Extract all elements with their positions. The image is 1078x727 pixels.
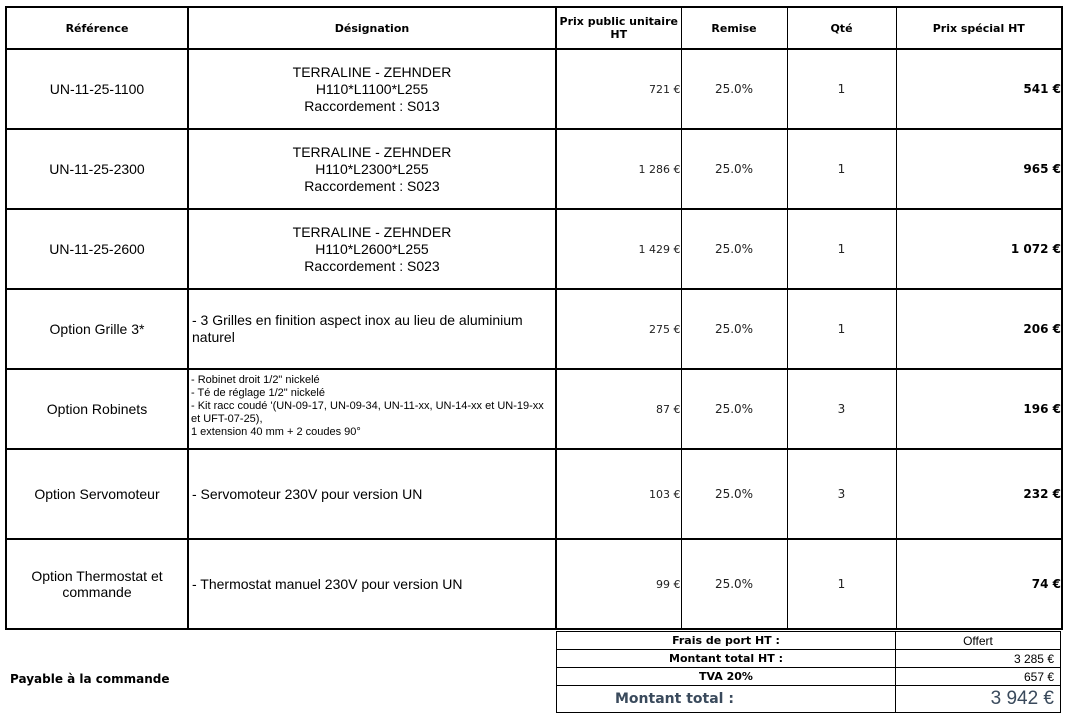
cell-reference: Option Servomoteur: [6, 449, 188, 539]
cell-qte: 1: [787, 129, 896, 209]
cell-remise: 25.0%: [681, 289, 787, 369]
cell-prix-special: 1 072 €: [896, 209, 1062, 289]
header-row: [6, 7, 1062, 49]
cell-prix-public: 1 286 €: [556, 129, 681, 209]
cell-remise: 25.0%: [681, 449, 787, 539]
total-ht-label: Montant total HT :: [557, 650, 896, 668]
designation-line: Raccordement : S013: [304, 97, 440, 114]
designation-line: - Té de réglage 1/2" nickelé: [191, 387, 325, 399]
cell-prix-public: 99 €: [556, 539, 681, 629]
cell-qte: 1: [787, 49, 896, 129]
header-remise: Remise: [681, 7, 787, 49]
designation-line: TERRALINE - ZEHNDER: [292, 143, 452, 160]
tva-label: TVA 20%: [557, 668, 896, 686]
cell-remise: 25.0%: [681, 129, 787, 209]
table-row: [6, 129, 1062, 209]
table-row: [6, 449, 1062, 539]
cell-prix-special: 541 €: [896, 49, 1062, 129]
cell-prix-special: 206 €: [896, 289, 1062, 369]
designation-line: H110*L2600*L255: [315, 240, 429, 257]
totals-table: [556, 631, 1061, 713]
cell-prix-special: 232 €: [896, 449, 1062, 539]
designation-line: - 3 Grilles en finition aspect inox au lieu de aluminium naturel: [192, 312, 523, 345]
grand-total-value: 3 942 €: [896, 686, 1061, 713]
table-row: [6, 49, 1062, 129]
cell-reference: UN-11-25-1100: [6, 49, 188, 129]
header-designation: Désignation: [188, 7, 556, 49]
cell-designation: [188, 449, 556, 539]
cell-reference: Option Grille 3*: [6, 289, 188, 369]
header-reference: Référence: [6, 7, 188, 49]
cell-remise: 25.0%: [681, 209, 787, 289]
cell-designation: [188, 369, 556, 449]
grand-total-label: Montant total :: [557, 686, 896, 713]
designation-line: - Robinet droit 1/2" nickelé: [191, 374, 320, 386]
table-row: [6, 289, 1062, 369]
shipping-value: Offert: [896, 632, 1061, 650]
designation-line: Raccordement : S023: [304, 257, 440, 274]
cell-qte: 3: [787, 449, 896, 539]
table-row: [6, 209, 1062, 289]
designation-line: Raccordement : S023: [304, 177, 440, 194]
designation-line: H110*L2300*L255: [315, 160, 429, 177]
cell-prix-special: 965 €: [896, 129, 1062, 209]
header-prix-public: Prix public unitaire HT: [556, 7, 681, 49]
cell-prix-public: 721 €: [556, 49, 681, 129]
designation-line: H110*L1100*L255: [315, 80, 429, 97]
cell-qte: 1: [787, 539, 896, 629]
cell-designation: [188, 289, 556, 369]
cell-designation: [188, 129, 556, 209]
designation-line: TERRALINE - ZEHNDER: [292, 223, 452, 240]
header-qte: Qté: [787, 7, 896, 49]
shipping-label: Frais de port HT :: [557, 632, 896, 650]
cell-qte: 1: [787, 289, 896, 369]
cell-reference: UN-11-25-2600: [6, 209, 188, 289]
cell-qte: 3: [787, 369, 896, 449]
cell-prix-special: 196 €: [896, 369, 1062, 449]
totals-row-grand-total: [557, 686, 1061, 713]
cell-qte: 1: [787, 209, 896, 289]
totals-row-shipping: [557, 632, 1061, 650]
cell-prix-special: 74 €: [896, 539, 1062, 629]
cell-remise: 25.0%: [681, 539, 787, 629]
cell-reference: Option Robinets: [6, 369, 188, 449]
cell-prix-public: 103 €: [556, 449, 681, 539]
total-ht-value: 3 285 €: [896, 650, 1061, 668]
designation-line: - Kit racc coudé '(UN-09-17, UN-09-34, UN-11-xx, UN-14-xx et UN-19-xx et UFT-07-25),: [191, 400, 544, 425]
payment-terms-note: Payable à la commande: [10, 672, 170, 686]
cell-designation: [188, 539, 556, 629]
cell-designation: [188, 49, 556, 129]
cell-designation: [188, 209, 556, 289]
designation-line: 1 extension 40 mm + 2 coudes 90°: [191, 426, 361, 438]
tva-value: 657 €: [896, 668, 1061, 686]
cell-remise: 25.0%: [681, 49, 787, 129]
designation-line: - Thermostat manuel 230V pour version UN: [192, 575, 463, 592]
header-prix-special: Prix spécial HT: [896, 7, 1062, 49]
cell-reference: Option Thermostat et commande: [6, 539, 188, 629]
cell-remise: 25.0%: [681, 369, 787, 449]
totals-row-total-ht: [557, 650, 1061, 668]
cell-reference: UN-11-25-2300: [6, 129, 188, 209]
designation-line: TERRALINE - ZEHNDER: [292, 63, 452, 80]
table-row: [6, 369, 1062, 449]
cell-prix-public: 275 €: [556, 289, 681, 369]
quote-table: [5, 6, 1063, 630]
designation-line: - Servomoteur 230V pour version UN: [192, 485, 423, 502]
totals-row-tva: [557, 668, 1061, 686]
cell-prix-public: 1 429 €: [556, 209, 681, 289]
cell-prix-public: 87 €: [556, 369, 681, 449]
table-row: [6, 539, 1062, 629]
